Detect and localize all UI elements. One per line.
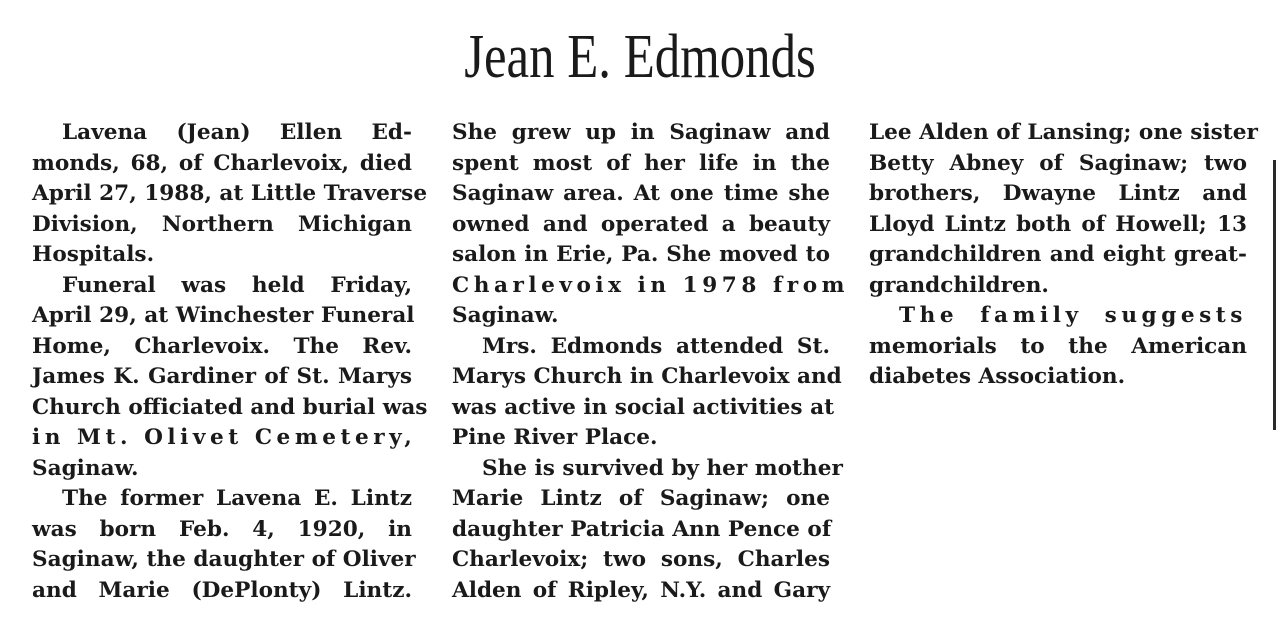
text-line: The former Lavena E. Lintz — [62, 486, 412, 511]
text-line: She is survived by her mother — [482, 455, 843, 481]
text-line: Marie Lintz of Saginaw; one — [452, 486, 830, 511]
text-line: owned and operated a beauty — [452, 211, 830, 237]
text-line: Lee Alden of Lansing; one sister — [869, 120, 1258, 145]
text-line: Betty Abney of Saginaw; two — [869, 150, 1247, 176]
text-line: Alden of Ripley, N.Y. and Gary — [452, 577, 830, 603]
text-line: Funeral was held Friday, — [62, 272, 412, 298]
text-line: Charlevoix in 1978 from — [452, 272, 850, 298]
text-line: The family suggests — [899, 303, 1247, 328]
text-line: Saginaw. — [452, 303, 559, 328]
text-line: monds, 68, of Charlevoix, died — [32, 150, 412, 176]
text-line: Church officiated and burial was — [32, 394, 428, 420]
text-line: Saginaw area. At one time she — [452, 181, 830, 206]
text-line: brothers, Dwayne Lintz and — [869, 181, 1247, 206]
text-line: Charlevoix; two sons, Charles — [452, 547, 830, 572]
text-line: Mrs. Edmonds attended St. — [482, 333, 830, 359]
text-line: She grew up in Saginaw and — [452, 120, 830, 145]
text-line: Home, Charlevoix. The Rev. — [32, 333, 412, 359]
text-line: Division, Northern Michigan — [32, 211, 412, 237]
text-line: Marys Church in Charlevoix and — [452, 364, 842, 389]
text-line: daughter Patricia Ann Pence of — [452, 516, 832, 542]
text-line: Hospitals. — [32, 242, 155, 267]
text-line: was active in social activities at — [452, 394, 835, 420]
article-column-2 — [452, 118, 850, 606]
text-line: Saginaw, the daughter of Oliver — [32, 547, 416, 572]
text-line: Lavena (Jean) Ellen Ed- — [62, 120, 412, 145]
text-line: grandchildren. — [869, 272, 1049, 298]
obituary-headline: Jean E. Edmonds — [464, 23, 816, 91]
text-line: Saginaw. — [32, 455, 139, 481]
text-line: diabetes Association. — [869, 364, 1126, 389]
text-line: salon in Erie, Pa. She moved to — [452, 242, 830, 267]
column-rule — [1273, 160, 1276, 430]
text-line: April 27, 1988, at Little Traverse — [32, 181, 428, 206]
text-line: James K. Gardiner of St. Marys — [32, 364, 412, 389]
text-line: Pine River Place. — [452, 425, 658, 450]
text-line: April 29, at Winchester Funeral — [32, 303, 415, 328]
text-line: Lloyd Lintz both of Howell; 13 — [869, 211, 1247, 237]
text-line: grandchildren and eight great- — [869, 242, 1247, 267]
article-column-3 — [869, 118, 1258, 393]
article-column-1 — [32, 118, 428, 606]
text-line: memorials to the American — [869, 333, 1247, 359]
text-line: spent most of her life in the — [452, 150, 830, 176]
text-line: was born Feb. 4, 1920, in — [32, 516, 412, 542]
text-line: and Marie (DePlonty) Lintz. — [32, 577, 412, 603]
text-line: in Mt. Olivet Cemetery, — [32, 425, 417, 450]
